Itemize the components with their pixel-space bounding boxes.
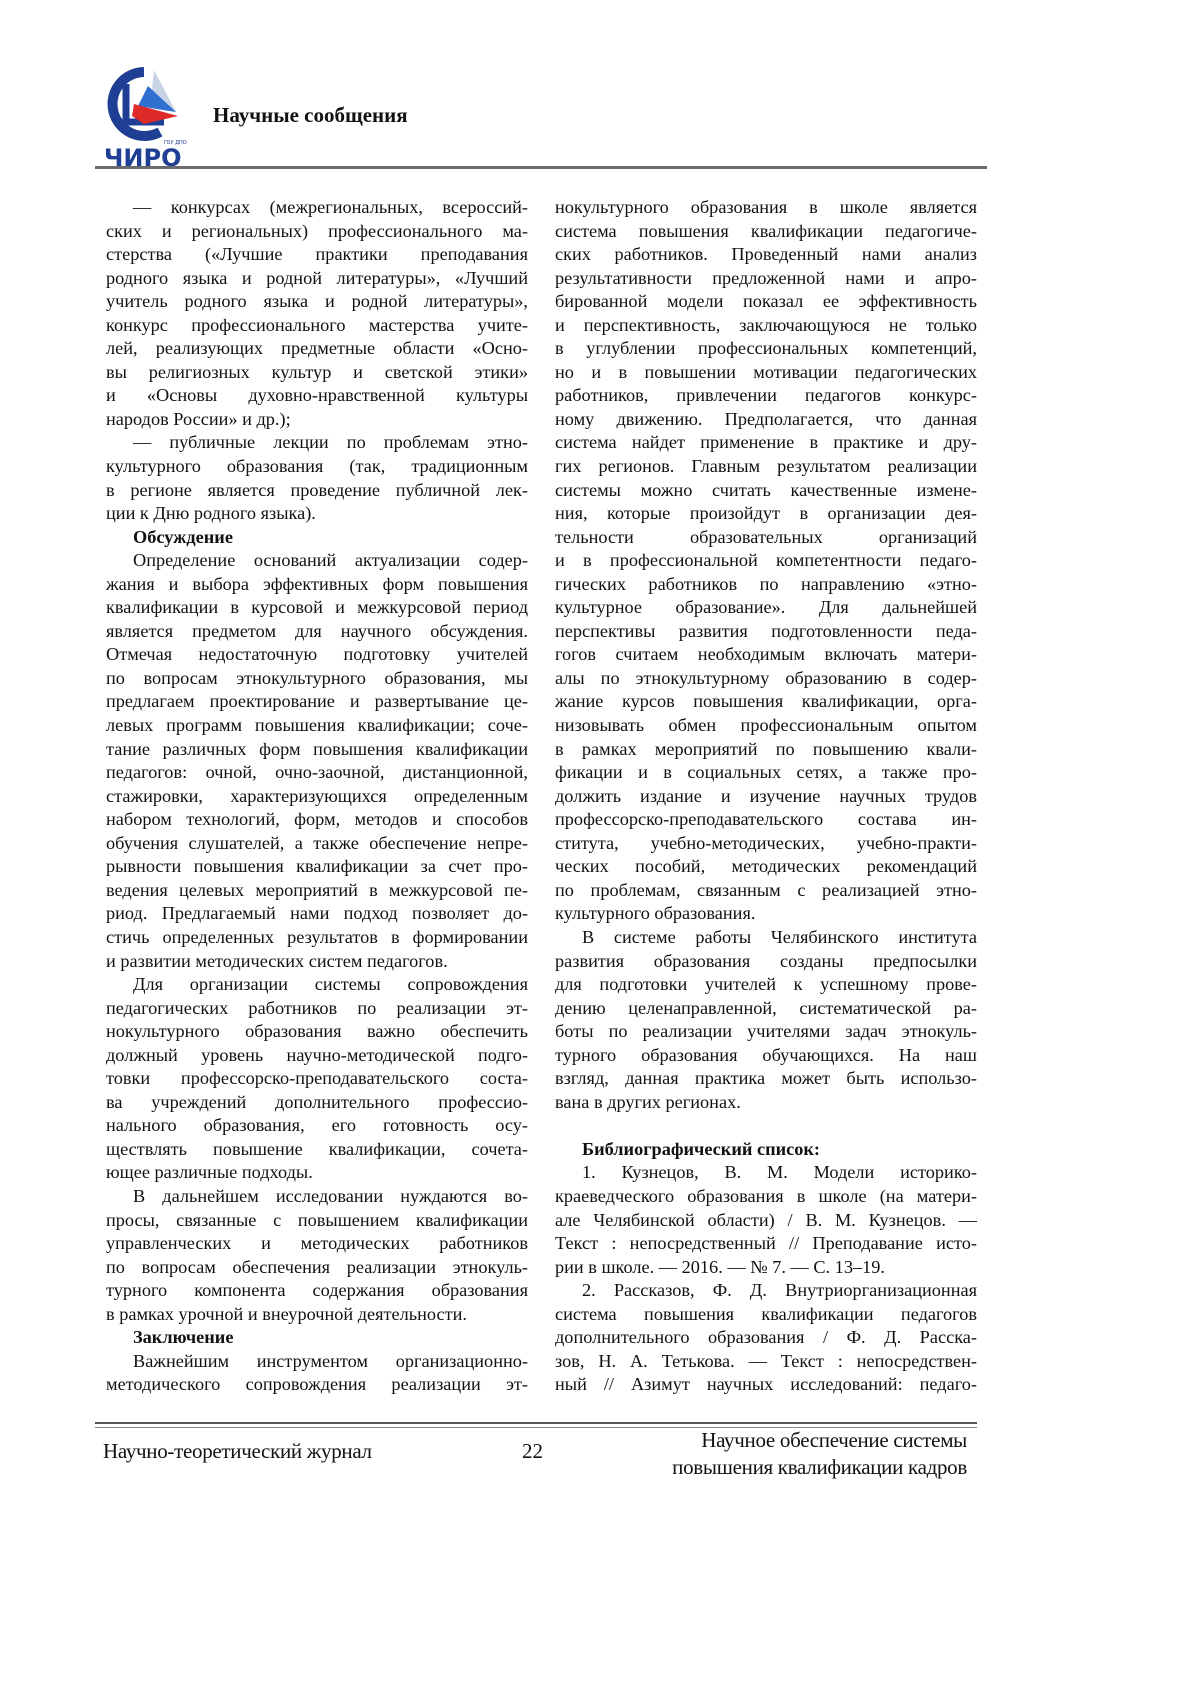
text-line: Важнейшим инструментом организационно- [106, 1350, 528, 1374]
text-line: турного образования обучающихся. На наш [555, 1044, 977, 1068]
text-line: системы можно считать качественные измене- [555, 479, 977, 503]
text-line: Определение оснований актуализации содер- [106, 549, 528, 573]
text-line: лей, реализующих предметные области «Осно- [106, 337, 528, 361]
text-line: результативности предложенной нами и апро- [555, 267, 977, 291]
text-line: нального образования, его готовность осу- [106, 1114, 528, 1138]
text-line: — конкурсах (межрегиональных, всероссий- [106, 196, 528, 220]
footer-title-line: Научное обеспечение системы [672, 1427, 967, 1454]
text-line: предлагаем проектирование и развертывание це- [106, 690, 528, 714]
text-line: гических работников по направлению «этно- [555, 573, 977, 597]
text-line: тельности образовательных организаций [555, 526, 977, 550]
text-line: народов России» и др.); [106, 408, 528, 432]
text-line: гих регионов. Главным результатом реализации [555, 455, 977, 479]
text-line: методического сопровождения реализации эт- [106, 1373, 528, 1397]
text-line: — публичные лекции по проблемам этно- [106, 431, 528, 455]
text-line: вана в других регионах. [555, 1091, 977, 1115]
text-line: риод. Предлагаемый нами подход позволяет до- [106, 902, 528, 926]
text-line: зов, Н. А. Тетькова. — Текст : непосредствен- [555, 1350, 977, 1374]
section-heading: Библиографический список: [555, 1138, 977, 1162]
text-line: ва учреждений дополнительного профессио- [106, 1091, 528, 1115]
text-line: система повышения квалификации педагогов [555, 1303, 977, 1327]
text-line: и в профессиональной компетентности педаго- [555, 549, 977, 573]
text-line: але Челябинской области) / В. М. Кузнецов. — [555, 1209, 977, 1233]
text-line: ному движению. Предполагается, что данная [555, 408, 977, 432]
text-line: ских работников. Проведенный нами анализ [555, 243, 977, 267]
text-line: турного компонента содержания образования [106, 1279, 528, 1303]
text-line: Текст : непосредственный // Преподавание исто- [555, 1232, 977, 1256]
text-line: 2. Рассказов, Ф. Д. Внутриорганизационная [555, 1279, 977, 1303]
section-heading: Заключение [106, 1326, 528, 1350]
footer-title-line: повышения квалификации кадров [672, 1454, 967, 1481]
text-line: обучения слушателей, а также обеспечение непре- [106, 832, 528, 856]
header-rule [95, 166, 987, 169]
text-line: по вопросам обеспечения реализации этнокуль- [106, 1256, 528, 1280]
text-line: В дальнейшем исследовании нуждаются во- [106, 1185, 528, 1209]
text-line: учитель родного языка и родной литературы», [106, 290, 528, 314]
text-line: квалификации в курсовой и межкурсовой период [106, 596, 528, 620]
text-line: жания и выбора эффективных форм повышения [106, 573, 528, 597]
text-line: нокультурного образования важно обеспечить [106, 1020, 528, 1044]
footer-journal: Научно-теоретический журнал [103, 1439, 372, 1464]
text-line: культурное образование». Для дальнейшей [555, 596, 977, 620]
text-line: для подготовки учителей к успешному прове- [555, 973, 977, 997]
text-line: рии в школе. — 2016. — № 7. — С. 13–19. [555, 1256, 977, 1280]
text-line: ющее различные подходы. [106, 1161, 528, 1185]
text-line: левых программ повышения квалификации; соче- [106, 714, 528, 738]
footer-rule [95, 1422, 977, 1424]
text-line: нокультурного образования в школе является [555, 196, 977, 220]
text-line: ческих пособий, методических рекомендаций [555, 855, 977, 879]
text-line: низовывать обмен профессиональным опытом [555, 714, 977, 738]
text-line: ния, которые произойдут в организации дея- [555, 502, 977, 526]
text-line: взгляд, данная практика может быть использо- [555, 1067, 977, 1091]
right-column [555, 196, 977, 1397]
text-line: по вопросам этнокультурного образования, мы [106, 667, 528, 691]
text-line: товки профессорско-преподавательского соста- [106, 1067, 528, 1091]
text-line: В системе работы Челябинского института [555, 926, 977, 950]
page-number: 22 [522, 1439, 543, 1464]
text-line: боты по реализации учителями задач этнокуль- [555, 1020, 977, 1044]
text-line: стажировки, характеризующихся определенным [106, 785, 528, 809]
text-line: краеведческого образования в школе (на матери- [555, 1185, 977, 1209]
section-heading: Обсуждение [106, 526, 528, 550]
text-line: ститута, учебно-методических, учебно-практи- [555, 832, 977, 856]
text-line: в регионе является проведение публичной лек- [106, 479, 528, 503]
text-line: рывности повышения квалификации за счет про- [106, 855, 528, 879]
text-line: просы, связанные с повышением квалификации [106, 1209, 528, 1233]
text-line: но и в повышении мотивации педагогических [555, 361, 977, 385]
text-line: педагогических работников по реализации эт- [106, 997, 528, 1021]
text-line: ских и региональных) профессионального ма- [106, 220, 528, 244]
text-line: в рамках урочной и внеурочной деятельности. [106, 1303, 528, 1327]
text-line: вы религиозных культур и светской этики» [106, 361, 528, 385]
text-line: тание различных форм повышения квалификации [106, 738, 528, 762]
text-line: фикации и в социальных сетях, а также про- [555, 761, 977, 785]
text-line: система повышения квалификации педагогиче- [555, 220, 977, 244]
text-line: культурного образования (так, традиционным [106, 455, 528, 479]
logo-small-text: ГБУ ДПО [164, 140, 187, 146]
text-line: родного языка и родной литературы», «Лучший [106, 267, 528, 291]
text-line: и «Основы духовно-нравственной культуры [106, 384, 528, 408]
logo-text: ЧИРО [104, 144, 181, 172]
text-line: в углублении профессиональных компетенций, [555, 337, 977, 361]
chiro-logo [104, 64, 188, 172]
text-line: стичь определенных результатов в формировании [106, 926, 528, 950]
text-line: дополнительного образования / Ф. Д. Расска- [555, 1326, 977, 1350]
text-line: в рамках мероприятий по повышению квали- [555, 738, 977, 762]
section-title: Научные сообщения [213, 103, 408, 128]
text-line: гогов считаем необходимым включать матери- [555, 643, 977, 667]
text-line: набором технологий, форм, методов и способов [106, 808, 528, 832]
footer-title [672, 1427, 967, 1481]
text-line: дению целенаправленной, систематической ра- [555, 997, 977, 1021]
text-line: работников, привлечении педагогов конкурс- [555, 384, 977, 408]
text-line: жание курсов повышения квалификации, орга- [555, 690, 977, 714]
text-line: 1. Кузнецов, В. М. Модели историко- [555, 1161, 977, 1185]
text-line: развития образования созданы предпосылки [555, 950, 977, 974]
text-line: профессорско-преподавательского состава ин- [555, 808, 977, 832]
text-line: педагогов: очной, очно-заочной, дистанционной, [106, 761, 528, 785]
text-line: стерства («Лучшие практики преподавания [106, 243, 528, 267]
text-line: должить издание и изучение научных трудов [555, 785, 977, 809]
text-line: и перспективность, заключающуюся не только [555, 314, 977, 338]
text-line: перспективы развития подготовленности педа- [555, 620, 977, 644]
text-line: ществлять повышение квалификации, сочета- [106, 1138, 528, 1162]
text-line: является предметом для научного обсуждения. [106, 620, 528, 644]
text-line: алы по этнокультурному образованию в содер- [555, 667, 977, 691]
text-line: конкурс профессионального мастерства учите- [106, 314, 528, 338]
text-line: бированной модели показал ее эффективность [555, 290, 977, 314]
text-line: система найдет применение в практике и дру- [555, 431, 977, 455]
text-line: культурного образования. [555, 902, 977, 926]
text-line: Для организации системы сопровождения [106, 973, 528, 997]
text-line: Отмечая недостаточную подготовку учителей [106, 643, 528, 667]
text-line: ный // Азимут научных исследований: педаго- [555, 1373, 977, 1397]
text-line: ведения целевых мероприятий в межкурсовой пе- [106, 879, 528, 903]
text-line [555, 1114, 977, 1138]
text-line: ции к Дню родного языка). [106, 502, 528, 526]
text-line: и развитии методических систем педагогов. [106, 950, 528, 974]
text-line: должный уровень научно-методической подго- [106, 1044, 528, 1068]
text-line: управленческих и методических работников [106, 1232, 528, 1256]
text-line: по проблемам, связанным с реализацией этно- [555, 879, 977, 903]
left-column [106, 196, 528, 1397]
